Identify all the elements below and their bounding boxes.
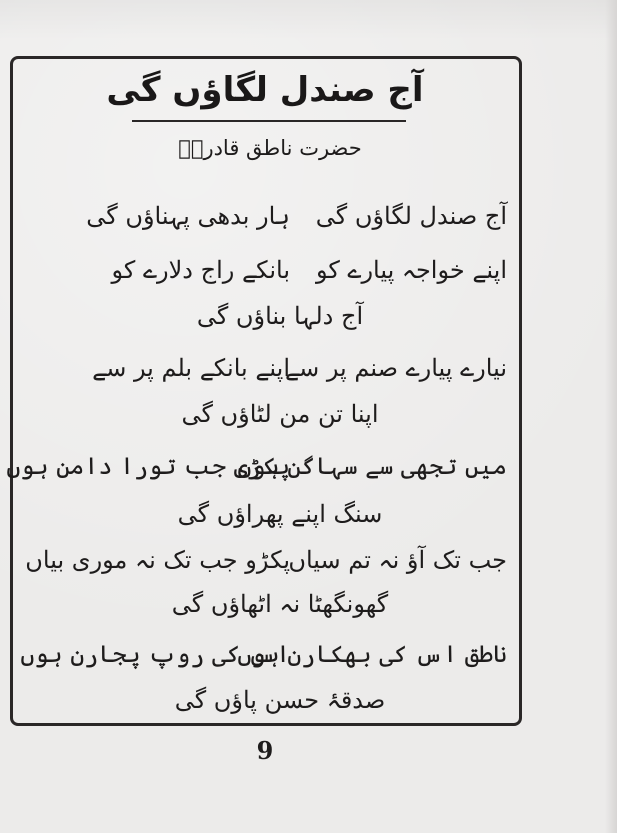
couplet-5-right: جب تک آؤ نہ تم سیاں bbox=[288, 546, 507, 574]
refrain-3: اپنا تن من لٹاؤں گی bbox=[181, 400, 379, 428]
couplet-1-left: ہار بدھی پہناؤں گی bbox=[86, 202, 290, 230]
couplet-4-right: میں تجھی سے سہاگن ہوں bbox=[237, 452, 507, 480]
title-underline bbox=[132, 120, 406, 122]
couplet-3-left: اپنے بانکے بلم پر سے bbox=[92, 354, 290, 382]
couplet-2-right: اپنے خواجہ پیارے کو bbox=[315, 256, 507, 284]
poem-author: حضرت ناطق قادریؒ bbox=[178, 136, 362, 160]
couplet-4-left: پکڑی جب تورا دامن ہوں bbox=[6, 452, 290, 480]
poem-title: آج صندل لگاؤں گی bbox=[106, 70, 424, 110]
refrain-4: سنگ اپنے پھراؤں گی bbox=[177, 500, 383, 528]
couplet-6-left: اس کی روپ پجارن ہوں bbox=[20, 640, 290, 668]
refrain-5: گھونگھٹا نہ اٹھاؤں گی bbox=[171, 590, 389, 618]
couplet-2-left: بانکے راج دلارے کو bbox=[111, 256, 290, 284]
top-bleed bbox=[0, 0, 617, 40]
page-number: 9 bbox=[256, 736, 274, 765]
refrain-6: صدقۂ حسن پاؤں گی bbox=[174, 686, 386, 714]
couplet-1-right: آج صندل لگاؤں گی bbox=[315, 202, 507, 230]
refrain-2: آج دلہا بناؤں گی bbox=[196, 302, 364, 330]
couplet-3-right: نیارے پیارے صنم پر سے bbox=[285, 354, 507, 382]
couplet-5-left: پکڑو جب تک نہ موری بیاں bbox=[25, 546, 290, 574]
page-edge-shadow bbox=[605, 0, 617, 833]
couplet-6-right: ناطق اس کی بھکارن ہوں bbox=[237, 640, 507, 668]
